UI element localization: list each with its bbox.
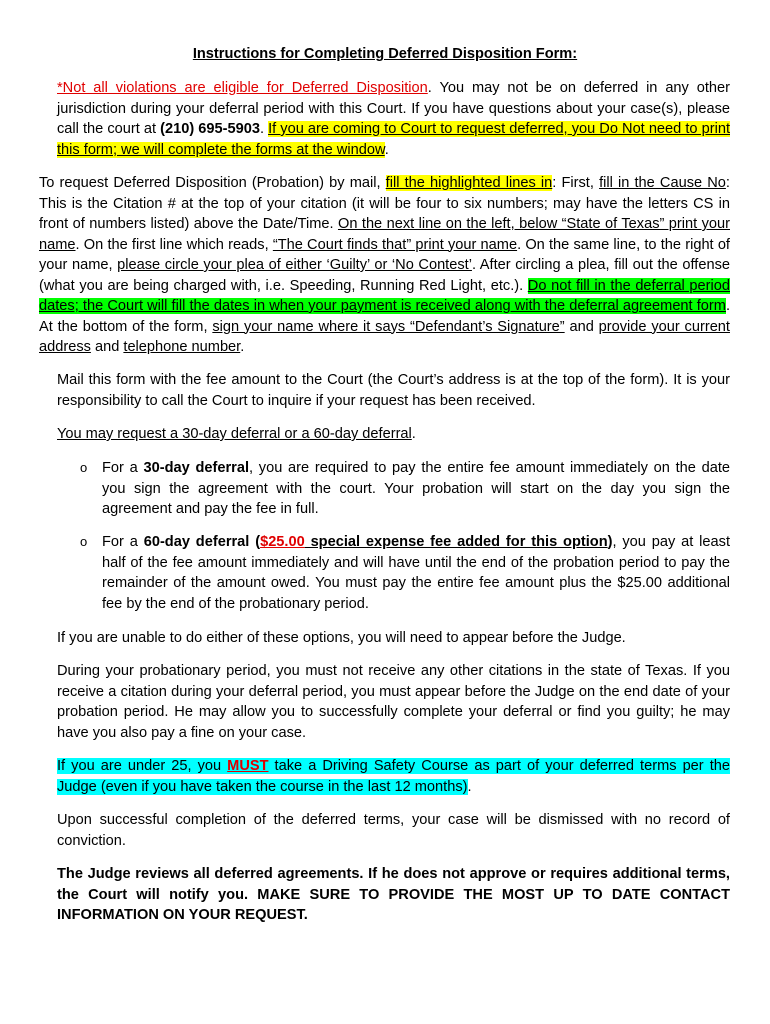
judge-review-paragraph: The Judge reviews all deferred agreements. If he does not approve or requires additional terms, the Court will notify you. MAKE SURE TO PROVIDE THE MOST UP TO DATE CONTACT INFORMATION ON YOUR REQUEST. xyxy=(57,866,730,923)
mail-instructions-paragraph: To request Deferred Disposition (Probation) by mail, fill the highlighted lines in: First, fill in the Cause No: This is the Citation # at the top of your citation (it will be four to six numbers; may have the letters CS in front of numbers listed) above the Date/Time. On the next line on the left, below “State of Texas” print your name. On the first line which reads, “The Court finds that” print your name. On the same line, to the right of your name, please circle your plea of either ‘Guilty’ or ‘No Contest’. After circling a plea, fill out the offense (what you are being charged with, i.e. Speeding, Running Red Light, etc.). Do not fill in the deferral period dates; the Court will fill the dates in when your payment is received along with the deferral agreement form. At the bottom of the form, sign your name where it says “Defendant’s Signature” and provide your current address and telephone number. xyxy=(39,175,730,355)
fee-amount: $25.00 xyxy=(260,534,305,550)
signature-instruction: sign your name where it says “Defendant’s Signature” xyxy=(212,318,565,335)
probation-period-paragraph: During your probationary period, you must not receive any other citations in the state of Texas. If you receive a citation during your deferral period, you must appear before the Judge on the end date of your probation period. He may allow you to successfully complete your deferral or find you guilty; he may have you also pay a fine on your case. xyxy=(57,663,730,741)
address-instruction: provide your current address xyxy=(39,318,730,355)
driving-course-paragraph: If you are under 25, you MUST take a Driving Safety Course as part of your deferred terms per the Judge (even if you have taken the course in the last 12 months). xyxy=(57,758,730,795)
deferral-dates-highlight: Do not fill in the deferral period dates; the Court will fill the dates in when your payment is received along with the deferral agreement form xyxy=(39,277,730,314)
eligibility-paragraph: *Not all violations are eligible for Deferred Disposition. You may not be on deferred in any other jurisdiction during your deferral period with this Court. If you have questions about your case(s), please call the court at (210) 695-5903. If you are coming to Court to request deferred, you Do Not need to print this form; we will complete the forms at the window. xyxy=(57,80,730,158)
dismissal-paragraph: Upon successful completion of the deferred terms, your case will be dismissed with no record of conviction. xyxy=(57,812,730,849)
special-fee-note: special expense fee added for this option xyxy=(304,534,608,550)
print-name-instruction: On the next line on the left, below “State of Texas” print your name xyxy=(39,216,730,253)
mail-fee-paragraph: Mail this form with the fee amount to the Court (the Court’s address is at the top of the form). It is your responsibility to call the Court to inquire if your request has been received. xyxy=(57,372,730,409)
list-item-60-day: For a 60-day deferral ($25.00 special expense fee added for this option), you pay at least half of the fee amount immediately and will have until the end of the probation period to pay the remainder of the amount owed. You must pay the entire fee amount plus the $25.00 additional fee by the end of the probationary period. xyxy=(102,534,730,612)
fill-highlighted-note: fill the highlighted lines in xyxy=(385,175,553,191)
eligibility-warning: *Not all violations are eligible for Deferred Disposition xyxy=(57,80,428,96)
phone-instruction: telephone number xyxy=(123,339,241,355)
deferral-options-intro: You may request a 30-day deferral or a 60-day deferral. xyxy=(57,426,416,442)
bullet-icon: o xyxy=(80,534,88,549)
appear-before-judge-paragraph: If you are unable to do either of these options, you will need to appear before the Judge. xyxy=(57,630,626,646)
page-title: Instructions for Completing Deferred Disposition Form: xyxy=(192,46,578,62)
driving-course-highlight: If you are under 25, you MUST take a Driving Safety Course as part of your deferred terms per the Judge (even if you have taken the course in the last 12 months) xyxy=(57,758,730,795)
court-phone: (210) 695-5903 xyxy=(160,121,260,137)
window-note-highlight: If you are coming to Court to request deferred, you Do Not need to print this form; we will complete the forms at the window xyxy=(57,121,730,158)
sixty-day-label: 60-day deferral xyxy=(143,534,250,550)
court-finds-instruction: “The Court finds that” print your name xyxy=(272,236,518,253)
plea-instruction: please circle your plea of either ‘Guilty’ or ‘No Contest’ xyxy=(117,257,472,273)
cause-no-instruction: fill in the Cause No xyxy=(599,175,726,191)
bullet-icon: o xyxy=(80,460,88,475)
list-item-30-day: For a 30-day deferral, you are required to pay the entire fee amount immediately on the date you sign the agreement with the court. Your probation will start on the day you sign the agreement and pay the fee in full. xyxy=(102,460,730,517)
eligibility-text: . You may not be on deferred in any other jurisdiction during your deferral period with this Court. If you have questions about your case(s), please call the court at xyxy=(57,80,730,137)
must-emphasis: MUST xyxy=(227,758,269,774)
thirty-day-label: 30-day deferral xyxy=(143,460,249,476)
